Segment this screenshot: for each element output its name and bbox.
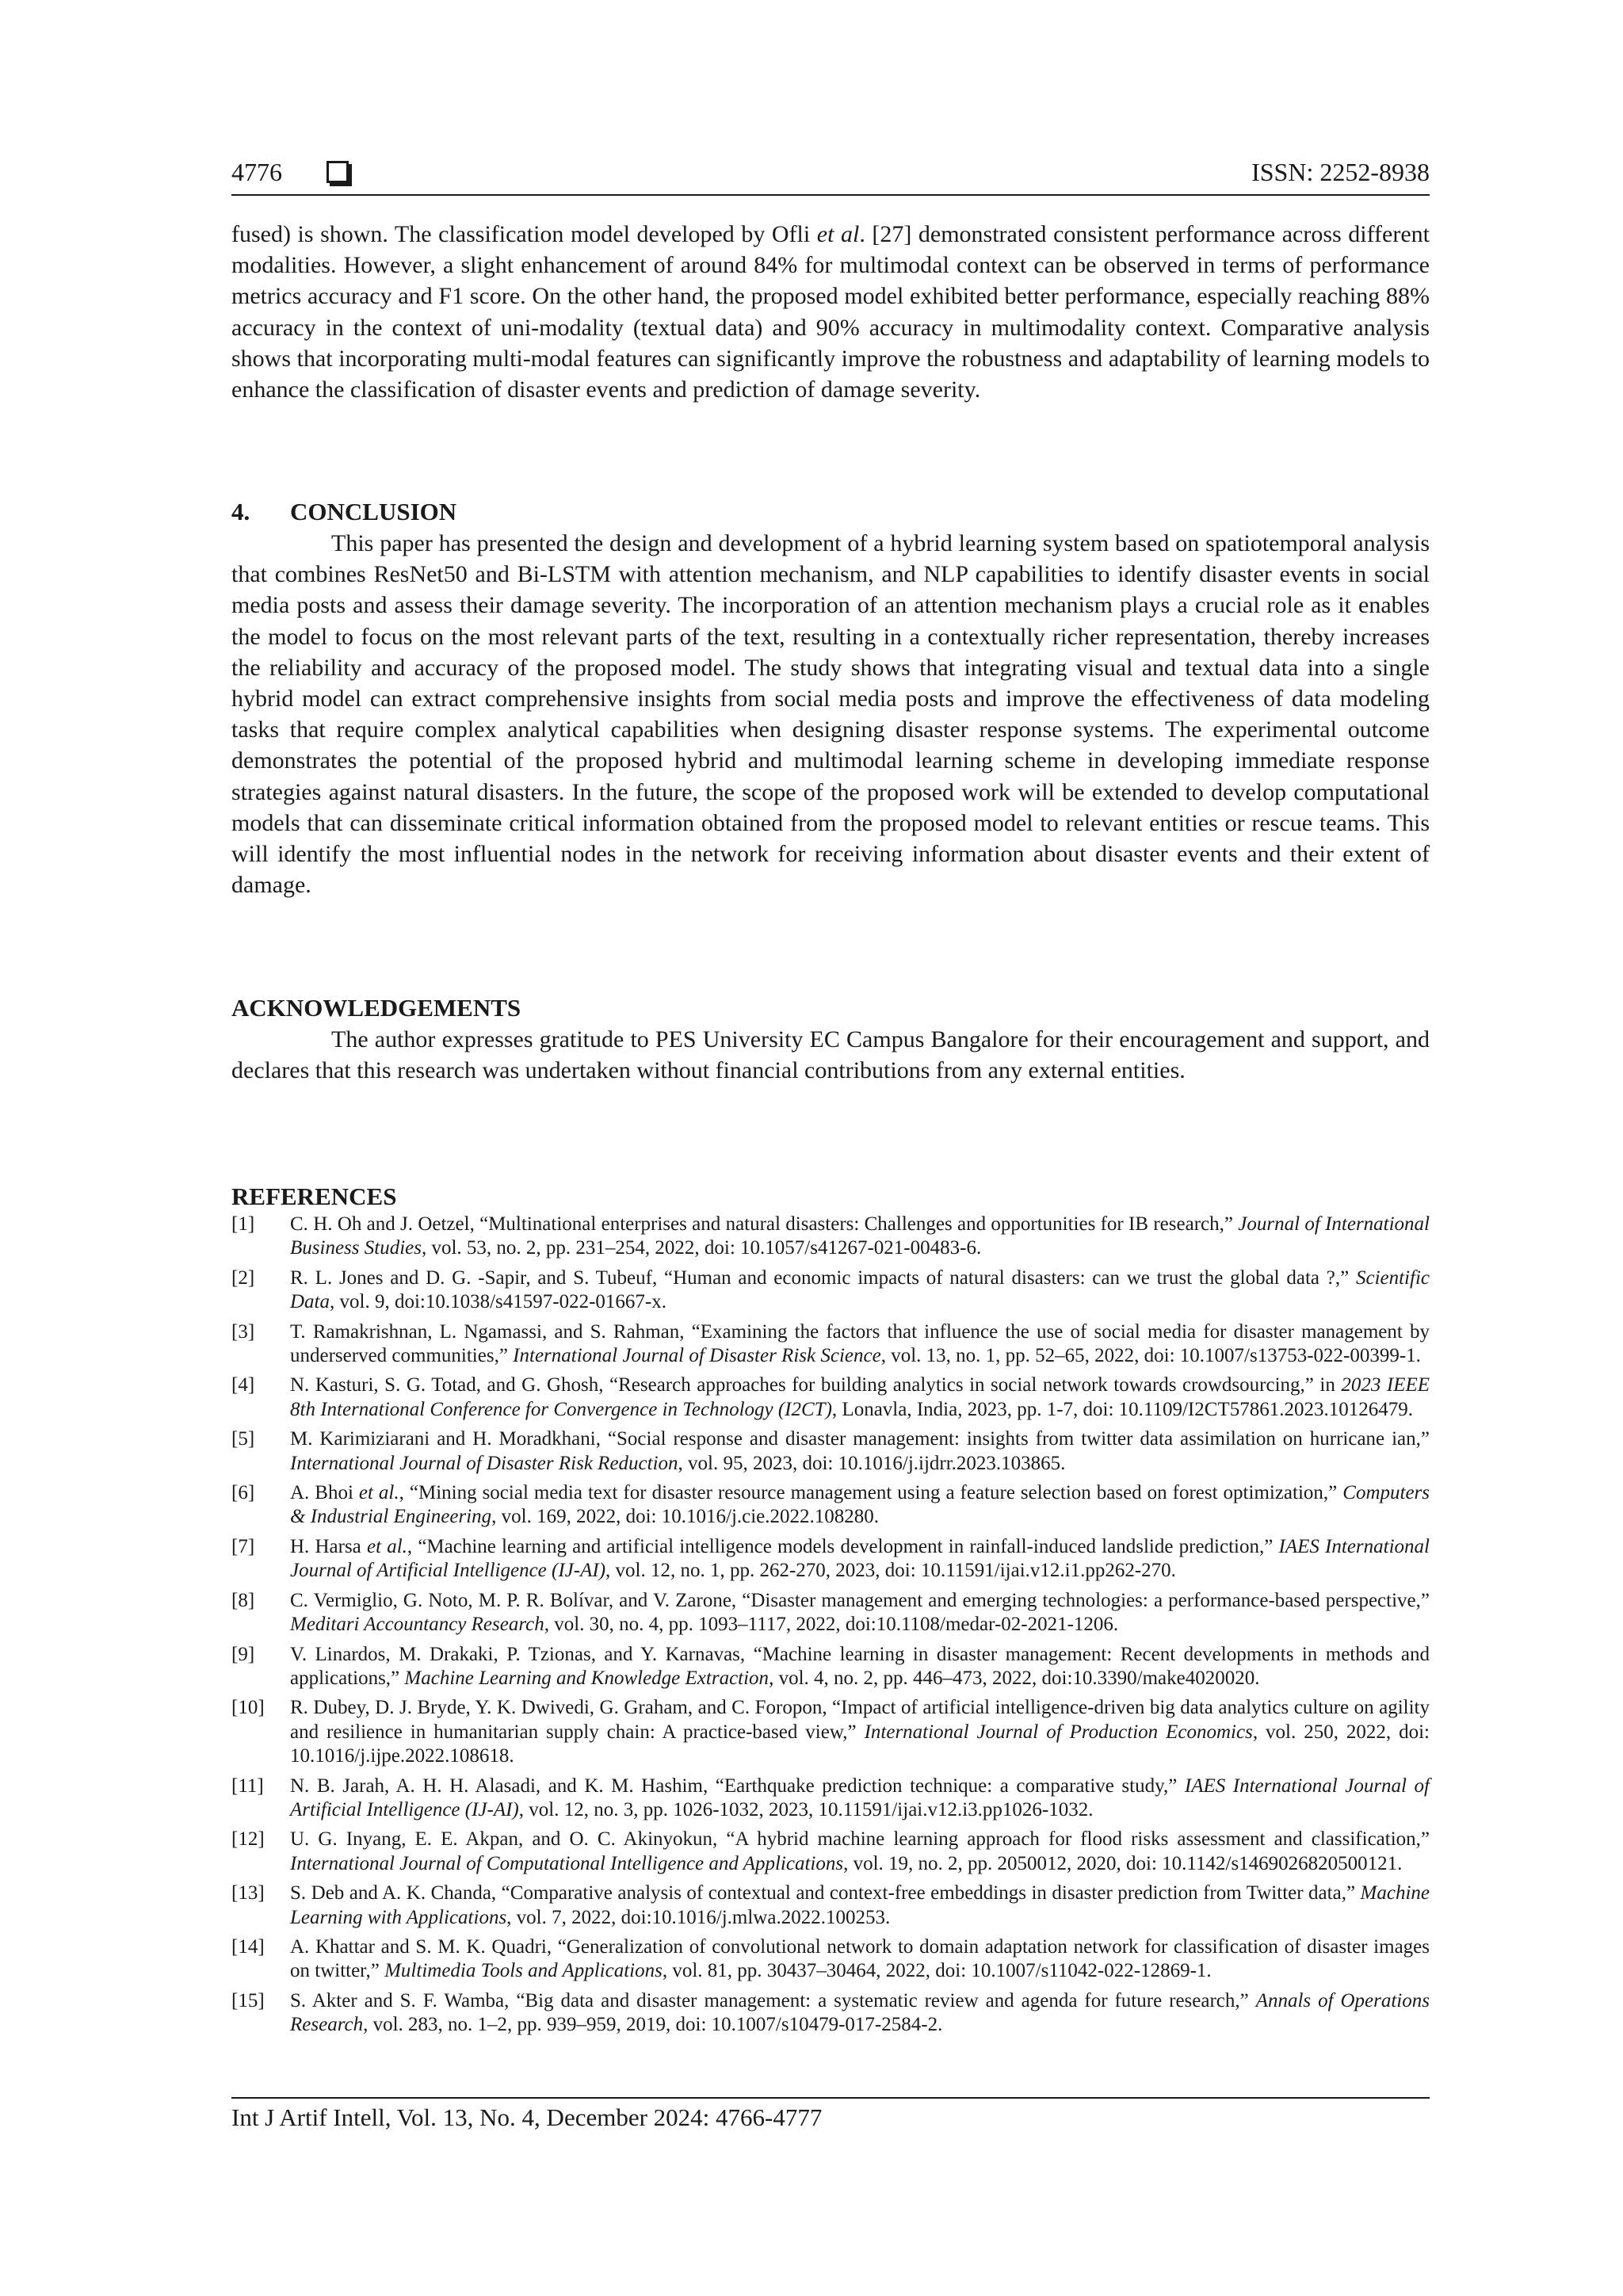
reference-number: [10]: [231, 1697, 265, 1719]
reference-text: C. H. Oh and J. Oetzel, “Multinational enterprises and natural disasters: Challenges and opportunities for IB research,”: [290, 1213, 1239, 1235]
reference-text: N. Kasturi, S. G. Totad, and G. Ghosh, “Research approaches for building analytics in social network towards crowdsourcing,” in: [290, 1374, 1342, 1396]
reference-number: [6]: [231, 1482, 255, 1504]
reference-item: [231, 1535, 1430, 1584]
reference-number: [15]: [231, 1989, 265, 2011]
conclusion-heading: 4. CONCLUSION: [231, 498, 457, 525]
reference-text: , vol. 12, no. 3, pp. 1026-1032, 2023, 10.11591/ijai.v12.i3.pp1026-1032.: [518, 1798, 1094, 1820]
page-header: [231, 152, 1430, 192]
reference-venue: IAES International Journal of Artificial Intelligence (IJ-AI): [290, 1775, 1430, 1820]
reference-item: [231, 1935, 1430, 1984]
reference-number: [5]: [231, 1428, 255, 1450]
footer-citation: Int J Artif Intell, Vol. 13, No. 4, December 2024: 4766-4777: [231, 2103, 823, 2131]
reference-item: [231, 1775, 1430, 1823]
reference-text: A. Khattar and S. M. K. Quadri, “Generalization of convolutional network to domain adaptation network for classification of disaster images on twitter,”: [290, 1935, 1430, 1982]
reference-text: , vol. 95, 2023, doi: 10.1016/j.ijdrr.2023.103865.: [678, 1452, 1066, 1474]
reference-number: [8]: [231, 1589, 255, 1611]
checkbox-square-icon: [327, 161, 349, 183]
reference-venue: Annals of Operations Research: [290, 1989, 1430, 2036]
reference-text: S. Akter and S. F. Wamba, “Big data and disaster management: a systematic review and agenda for future research,”: [290, 1989, 1256, 2011]
issn-label: ISSN: 2252-8938: [1251, 158, 1430, 186]
reference-text: V. Linardos, M. Drakaki, P. Tzionas, and Y. Karnavas, “Machine learning in disaster management: Recent developments in methods and applications,”: [290, 1643, 1430, 1689]
reference-item: [231, 1481, 1430, 1530]
footer-rule: [231, 2097, 1430, 2099]
reference-venue: Computers & Industrial Engineering: [290, 1482, 1430, 1528]
reference-venue: Meditari Accountancy Research: [290, 1614, 544, 1636]
reference-venue: et al.: [366, 1535, 407, 1557]
reference-number: [12]: [231, 1828, 265, 1851]
reference-item: [231, 1828, 1430, 1876]
reference-text: R. Dubey, D. J. Bryde, Y. K. Dwivedi, G. Graham, and C. Foropon, “Impact of artificial intelligence-driven big data analytics culture on agility and resilience in humanitarian supply chain: A practice-based view,”: [290, 1697, 1430, 1743]
reference-item: [231, 1373, 1430, 1422]
reference-text: , vol. 169, 2022, doi: 10.1016/j.cie.2022.108280.: [491, 1506, 880, 1528]
page-number: 4776: [231, 158, 282, 186]
reference-text: M. Karimiziarani and H. Moradkhani, “Social response and disaster management: insights from twitter data assimilation on hurricane ian,”: [290, 1428, 1430, 1450]
acknowledgements-section: [231, 992, 1430, 1086]
references-heading: REFERENCES: [231, 1182, 397, 1210]
reference-text: N. B. Jarah, A. H. H. Alasadi, and K. M. Hashim, “Earthquake prediction technique: a comparative study,”: [290, 1775, 1185, 1797]
reference-venue: Multimedia Tools and Applications: [384, 1960, 663, 1982]
reference-number: [4]: [231, 1374, 255, 1396]
reference-list: [231, 1213, 1430, 2038]
reference-number: [3]: [231, 1320, 255, 1343]
reference-text: H. Harsa: [290, 1535, 367, 1557]
reference-text: , vol. 19, no. 2, pp. 2050012, 2020, doi: 10.1142/s1469026820500121.: [843, 1852, 1403, 1874]
reference-venue: Journal of International Business Studies: [290, 1213, 1430, 1259]
references-section: [231, 1181, 1430, 2043]
reference-item: [231, 1589, 1430, 1637]
reference-text: C. Vermiglio, G. Noto, M. P. R. Bolívar, and V. Zarone, “Disaster management and emerging technologies: a performance-based perspective,”: [290, 1589, 1430, 1611]
reference-text: , vol. 250, 2022, doi: 10.1016/j.ijpe.2022.108618.: [290, 1721, 1430, 1767]
conclusion-section: [231, 496, 1430, 900]
reference-number: [1]: [231, 1213, 255, 1235]
reference-text: , vol. 4, no. 2, pp. 446–473, 2022, doi:10.3390/make4020020.: [769, 1667, 1260, 1689]
reference-item: [231, 1320, 1430, 1369]
reference-number: [11]: [231, 1775, 264, 1797]
reference-venue: Machine Learning with Applications: [290, 1882, 1430, 1928]
reference-venue: International Journal of Production Economics: [864, 1721, 1253, 1743]
reference-item: [231, 1213, 1430, 1261]
reference-item: [231, 1989, 1430, 2038]
reference-number: [13]: [231, 1882, 265, 1904]
reference-venue: International Journal of Disaster Risk Science: [513, 1345, 881, 1367]
reference-number: [9]: [231, 1643, 255, 1665]
reference-number: [7]: [231, 1535, 255, 1557]
reference-text: U. G. Inyang, E. E. Akpan, and O. C. Akinyokun, “A hybrid machine learning approach for flood risks assessment and classification,”: [290, 1828, 1430, 1851]
reference-text: , Lonavla, India, 2023, pp. 1-7, doi: 10.1109/I2CT57861.2023.10126479.: [831, 1398, 1413, 1420]
conclusion-paragraph: This paper has presented the design and development of a hybrid learning system based on spatiotemporal analysis that combines ResNet50 and Bi-LSTM with attention mechanism, and NLP capabilities to identify disaster events in social media posts and assess their damage severity. The incorporation of an attention mechanism plays a crucial role as it enables the model to focus on the most relevant parts of the text, resulting in a contextually richer representation, thereby increases the reliability and accuracy of the proposed model. The study shows that integrating visual and textual data into a single hybrid model can extract comprehensive insights from social media posts and improve the effectiveness of data modeling tasks that require complex analytical capabilities when designing disaster response systems. The experimental outcome demonstrates the potential of the proposed hybrid and multimodal learning scheme in developing immediate response strategies against natural disasters. In the future, the scope of the proposed work will be extended to develop computational models that can disseminate critical information obtained from the proposed model to relevant entities or rescue teams. This will identify the most influential nodes in the network for receiving information about disaster events and their extent of damage.: [231, 530, 1430, 899]
reference-item: [231, 1427, 1430, 1476]
intro-paragraph: fused) is shown. The classification model developed by Ofli et al. [27] demonstrated consistent performance across different modalities. However, a slight enhancement of around 84% for multimodal context can be observed in terms of performance metrics accuracy and F1 score. On the other hand, the proposed model exhibited better performance, especially reaching 88% accuracy in the context of uni-modality (textual data) and 90% accuracy in multimodality context. Comparative analysis shows that incorporating multi-modal features can significantly improve the robustness and adaptability of learning models to enhance the classification of disaster events and prediction of damage severity.: [231, 221, 1430, 403]
reference-item: [231, 1881, 1430, 1930]
reference-venue: et al.: [358, 1482, 399, 1504]
acknowledgements-heading: ACKNOWLEDGEMENTS: [231, 994, 521, 1022]
reference-text: , vol. 283, no. 1–2, pp. 939–959, 2019, doi: 10.1007/s10479-017-2584-2.: [363, 2014, 943, 2036]
reference-number: [14]: [231, 1935, 265, 1958]
header-rule: [231, 194, 1430, 196]
reference-item: [231, 1266, 1430, 1315]
reference-text: S. Deb and A. K. Chanda, “Comparative analysis of contextual and context-free embeddings in disaster prediction from Twitter data,”: [290, 1882, 1361, 1904]
reference-venue: International Journal of Disaster Risk Reduction: [290, 1452, 678, 1474]
reference-text: , vol. 7, 2022, doi:10.1016/j.mlwa.2022.100253.: [506, 1906, 891, 1928]
intro-section: [231, 219, 1430, 405]
reference-number: [2]: [231, 1266, 255, 1289]
reference-venue: Machine Learning and Knowledge Extraction: [404, 1667, 769, 1689]
reference-text: R. L. Jones and D. G. -Sapir, and S. Tubeuf, “Human and economic impacts of natural disasters: can we trust the global data ?,”: [290, 1266, 1356, 1289]
reference-venue: IAES International Journal of Artificial Intelligence (IJ-AI): [290, 1535, 1430, 1582]
reference-text: , vol. 81, pp. 30437–30464, 2022, doi: 10.1007/s11042-022-12869-1.: [662, 1960, 1212, 1982]
reference-text: , vol. 9, doi:10.1038/s41597-022-01667-x.: [330, 1291, 666, 1313]
reference-item: [231, 1643, 1430, 1691]
reference-text: T. Ramakrishnan, L. Ngamassi, and S. Rahman, “Examining the factors that influence the use of social media for disaster management by underserved communities,”: [290, 1320, 1430, 1367]
reference-text: A. Bhoi: [290, 1482, 359, 1504]
reference-item: [231, 1696, 1430, 1768]
reference-venue: International Journal of Computational Intelligence and Applications: [290, 1852, 844, 1874]
acknowledgements-paragraph: The author expresses gratitude to PES University EC Campus Bangalore for their encouragement and support, and declares that this research was undertaken without financial contributions from any external entities.: [231, 1026, 1430, 1084]
reference-venue: Scientific Data: [290, 1266, 1430, 1313]
reference-text: , “Machine learning and artificial intelligence models development in rainfall-induced landslide prediction,”: [407, 1535, 1279, 1557]
reference-text: , vol. 30, no. 4, pp. 1093–1117, 2022, doi:10.1108/medar-02-2021-1206.: [544, 1614, 1119, 1636]
reference-venue: 2023 IEEE 8th International Conference for Convergence in Technology (I2CT): [290, 1374, 1430, 1420]
reference-text: , “Mining social media text for disaster resource management using a feature selection based on forest optimization,”: [399, 1482, 1343, 1504]
reference-text: , vol. 53, no. 2, pp. 231–254, 2022, doi: 10.1057/s41267-021-00483-6.: [421, 1237, 982, 1259]
reference-text: , vol. 12, no. 1, pp. 262-270, 2023, doi: 10.11591/ijai.v12.i1.pp262-270.: [605, 1560, 1176, 1582]
reference-text: , vol. 13, no. 1, pp. 52–65, 2022, doi: 10.1007/s13753-022-00399-1.: [880, 1345, 1421, 1367]
